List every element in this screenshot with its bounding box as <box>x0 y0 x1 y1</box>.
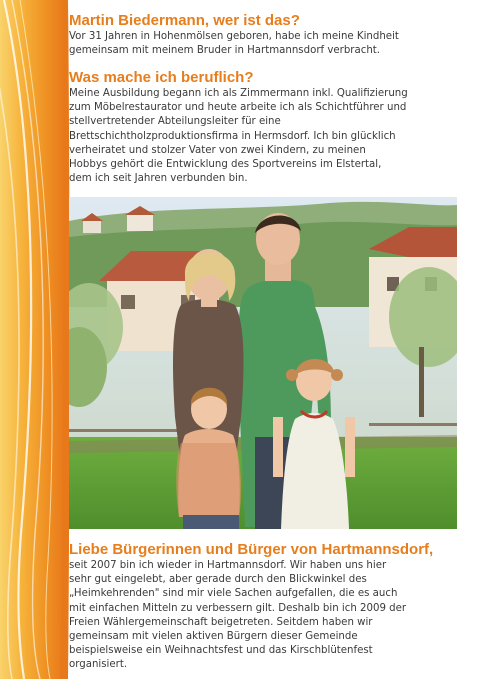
text-line: verheiratet und stolzer Vater von zwei Kindern, zu meinen <box>69 144 366 156</box>
heading-greeting: Liebe Bürgerinnen und Bürger von Hartmannsdorf, <box>69 541 434 558</box>
text-line: gemeinsam mit meinem Bruder in Hartmannsdorf verbracht. <box>69 45 381 57</box>
paragraph-intro <box>69 30 461 58</box>
text-line: zum Möbelrestaurator und heute arbeite ich als Schichtführer und <box>69 102 407 114</box>
paragraph-greeting <box>69 559 461 673</box>
family-photo <box>69 197 457 529</box>
text-line: seit 2007 bin ich wieder in Hartmannsdorf. Wir haben uns hier <box>69 560 387 571</box>
text-line: Vor 31 Jahren in Hohenmölsen geboren, habe ich meine Kindheit <box>69 31 399 42</box>
section-intro <box>69 12 461 58</box>
text-line: Meine Ausbildung begann ich als Zimmermann inkl. Qualifizierung <box>69 88 408 99</box>
heading-career: Was mache ich beruflich? <box>69 69 254 86</box>
section-greeting <box>69 541 461 673</box>
decorative-orange-stripe <box>0 0 72 679</box>
text-line: gemeinsam mit vielen aktiven Bürgern dieser Gemeinde <box>69 631 358 643</box>
text-line: Freien Wählergemeinschaft beigetreten. Seitdem haben wir <box>69 616 373 628</box>
text-line: sehr gut eingelebt, aber gerade durch den Blickwinkel des <box>69 574 367 586</box>
paragraph-career <box>69 87 461 186</box>
text-line: Brettschichtholzproduktionsfirma in Hermsdorf. Ich bin glücklich <box>69 130 396 142</box>
section-career <box>69 69 461 186</box>
text-line: stellvertretender Abteilungsleiter für eine <box>69 116 281 128</box>
text-line: Hobbys gehört die Entwicklung des Sportvereins im Elstertal, <box>69 159 382 171</box>
text-line: mit einfachen Mitteln zu verbessern gilt. Deshalb bin ich 2009 der <box>69 602 407 614</box>
text-line: dem ich seit Jahren verbunden bin. <box>69 173 248 185</box>
text-line: beispielsweise ein Weihnachtsfest und das Kirschblütenfest <box>69 645 373 657</box>
text-line: „Heimkehrenden" sind mir viele Sachen aufgefallen, die es auch <box>69 588 398 600</box>
heading-intro: Martin Biedermann, wer ist das? <box>69 12 300 29</box>
text-line: organisiert. <box>69 659 128 671</box>
